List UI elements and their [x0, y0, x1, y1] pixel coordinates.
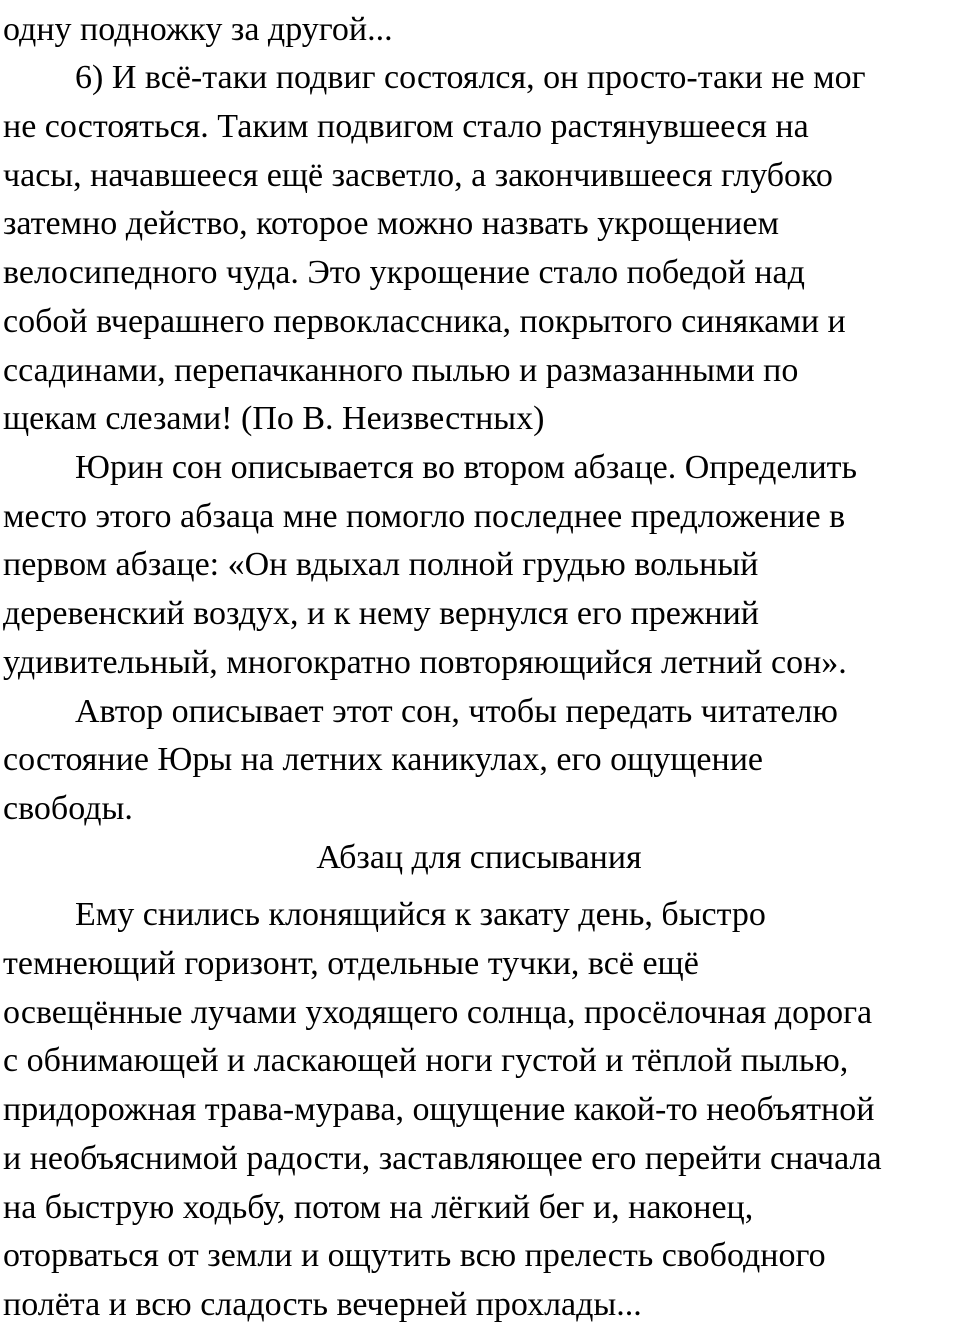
- text-line: освещённые лучами уходящего солнца, просёлочная дорога: [3, 994, 873, 1031]
- text-line: оторваться от земли и ощутить всю прелесть свободного: [3, 1237, 826, 1274]
- text-line: свободы.: [3, 790, 133, 827]
- text-line: удивительный, многократно повторяющийся летний сон».: [3, 644, 847, 681]
- text-line: часы, начавшееся ещё засветло, а закончившееся глубоко: [3, 157, 833, 194]
- text-line: состояние Юры на летних каникулах, его ощущение: [3, 741, 764, 778]
- text-line: и необъяснимой радости, заставляющее его перейти сначала: [3, 1140, 882, 1177]
- text-line: не состояться. Таким подвигом стало растянувшееся на: [3, 108, 809, 145]
- text-line: с обнимающей и ласкающей ноги густой и тёплой пылью,: [3, 1042, 849, 1079]
- text-line: Автор описывает этот сон, чтобы передать читателю: [75, 693, 838, 730]
- text-line: место этого абзаца мне помогло последнее предложение в: [3, 498, 846, 535]
- text-line: деревенский воздух, и к нему вернулся его прежний: [3, 595, 759, 632]
- text-line: полёта и всю сладость вечерней прохлады...: [3, 1286, 642, 1323]
- text-line: ссадинами, перепачканного пылью и размазанными по: [3, 352, 799, 389]
- text-line: на быструю ходьбу, потом на лёгкий бег и, наконец,: [3, 1189, 754, 1226]
- text-line: 6) И всё-таки подвиг состоялся, он просто-таки не мог: [75, 59, 866, 96]
- text-line: собой вчерашнего первоклассника, покрытого синяками и: [3, 303, 846, 340]
- text-line: затемно действо, которое можно назвать укрощением: [3, 205, 779, 242]
- text-line: темнеющий горизонт, отдельные тучки, всё ещё: [3, 945, 699, 982]
- text-line: велосипедного чуда. Это укрощение стало победой над: [3, 254, 805, 291]
- text-line: одну подножку за другой...: [3, 11, 393, 48]
- section-heading: Абзац для списывания: [316, 839, 642, 876]
- text-line: щекам слезами! (По В. Неизвестных): [3, 400, 545, 437]
- text-line: первом абзаце: «Он вдыхал полной грудью вольный: [3, 546, 759, 583]
- text-line: Ему снились клонящийся к закату день, быстро: [75, 896, 766, 933]
- text-line: придорожная трава-мурава, ощущение какой-то необъятной: [3, 1091, 875, 1128]
- text-line: Юрин сон описывается во втором абзаце. Определить: [75, 449, 858, 486]
